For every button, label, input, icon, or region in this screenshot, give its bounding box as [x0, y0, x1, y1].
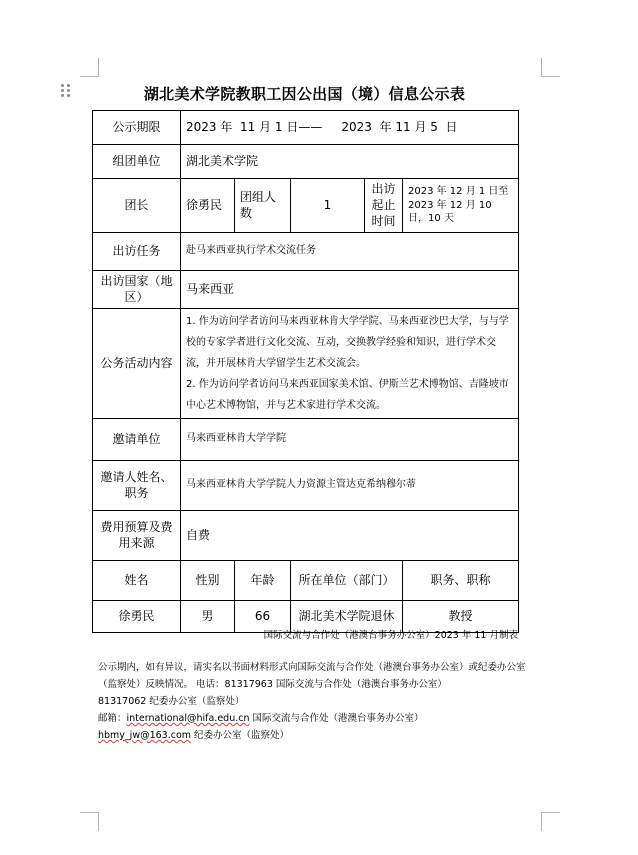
country-label: 出访国家（地区） — [93, 270, 181, 308]
leader-value: 徐勇民 — [181, 179, 235, 233]
cost-value: 自费 — [181, 510, 519, 560]
table-row — [93, 418, 519, 460]
visit-dates-value: 2023 年 12 月 1 日至 2023 年 12 月 10 日，10 天 — [403, 179, 519, 233]
notice-block — [98, 659, 538, 744]
member-header-row — [93, 560, 519, 600]
table-row — [93, 145, 519, 179]
member-title-header: 职务、职称 — [403, 560, 519, 600]
activity-item: 1. 作为访问学者访问马来西亚林肯大学学院、马来西亚沙巴大学，与与学校的专家学者进行文化交流、互动，交换教学经验和知识，进行学术交流，并开展林肯大学留学生艺术交流会。 — [186, 315, 509, 369]
notice-email-line — [98, 727, 538, 744]
cost-label: 费用预算及费用来源 — [93, 510, 181, 560]
member-title: 教授 — [403, 600, 519, 632]
table-row — [93, 308, 519, 418]
table-row — [93, 111, 519, 145]
task-value: 赴马来西亚执行学术交流任务 — [181, 232, 519, 270]
member-name-header: 姓名 — [93, 560, 181, 600]
member-age-header: 年龄 — [235, 560, 291, 600]
inviter-unit-label: 邀请单位 — [93, 418, 181, 460]
group-size-value: 1 — [291, 179, 365, 233]
table-footer-note: 国际交流与合作处（港澳台事务办公室）2023 年 11 月制表 — [263, 630, 518, 641]
email-owner: 国际交流与合作处（港澳台事务办公室） — [249, 713, 424, 724]
page-corner-mark-top-left — [80, 58, 99, 77]
notice-text: 公示期内，如有异议，请实名以书面材料形式向国际交流与合作处（港澳台事务办公室）或纪委办公室（监察处）反映情况。 电话：81317963 国际交流与合作处（港澳台事务办公室） — [98, 662, 526, 690]
table-row — [93, 460, 519, 510]
task-label: 出访任务 — [93, 232, 181, 270]
member-age: 66 — [235, 600, 291, 632]
table-row — [93, 270, 519, 308]
document-title: 湖北美术学院教职工因公出国（境）信息公示表 — [143, 85, 466, 103]
group-unit-label: 组团单位 — [93, 145, 181, 179]
table-row — [93, 510, 519, 560]
group-size-label: 团组人数 — [235, 179, 291, 233]
member-unit-header: 所在单位（部门） — [291, 560, 403, 600]
table-row — [93, 179, 519, 233]
visit-dates-label: 出访起止时间 — [365, 179, 403, 233]
group-unit-value: 湖北美术学院 — [181, 145, 519, 179]
country-value: 马来西亚 — [181, 270, 519, 308]
page-corner-mark-bottom-left — [80, 812, 99, 831]
activity-item: 2. 作为访问学者访问马来西亚国家美术馆、伊斯兰艺术博物馆、吉隆坡市中心艺术博物馆，并与艺术家进行学术交流。 — [186, 378, 509, 411]
period-value: 2023 年 11 月 1 日—— 2023 年 11 月 5 日 — [181, 111, 519, 145]
discipline-email-link[interactable]: hbmy_jw@163.com — [98, 730, 192, 741]
email-prefix: 邮箱： — [98, 713, 127, 724]
activities-value — [181, 308, 519, 418]
notice-email-line — [98, 710, 538, 727]
period-label: 公示期限 — [93, 111, 181, 145]
member-name: 徐勇民 — [93, 600, 181, 632]
page-corner-mark-top-right — [541, 58, 560, 77]
activities-label: 公务活动内容 — [93, 308, 181, 418]
inviter-person-value: 马来西亚林肯大学学院人力资源主管达克希纳穆尔蒂 — [181, 460, 519, 510]
international-email-link[interactable]: international@hifa.edu.cn — [126, 713, 250, 724]
info-table — [92, 110, 519, 633]
email-owner: 纪委办公室（监察处） — [191, 730, 290, 741]
notice-phone-line: 81317062 纪委办公室（监察处） — [98, 696, 245, 707]
page-corner-mark-bottom-right — [541, 812, 560, 831]
member-gender: 男 — [181, 600, 235, 632]
table-drag-handle-icon[interactable] — [61, 84, 71, 100]
member-unit: 湖北美术学院退休 — [291, 600, 403, 632]
table-row — [93, 232, 519, 270]
inviter-unit-value: 马来西亚林肯大学学院 — [181, 418, 519, 460]
leader-label: 团长 — [93, 179, 181, 233]
member-gender-header: 性别 — [181, 560, 235, 600]
inviter-person-label: 邀请人姓名、职务 — [93, 460, 181, 510]
